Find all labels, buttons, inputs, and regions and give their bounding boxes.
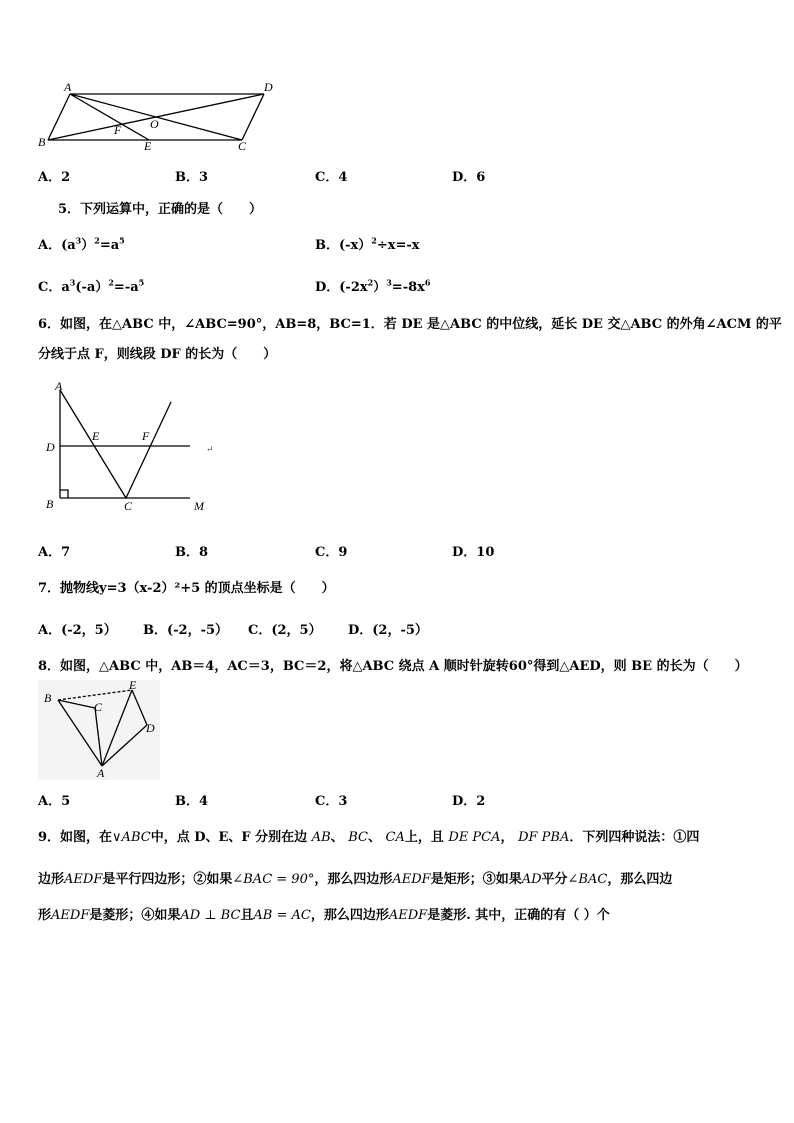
q6-label-f: F: [142, 429, 150, 443]
q4-option-d: D．6: [452, 170, 486, 185]
q4-figure: [36, 78, 286, 158]
q4-option-b: B．3: [175, 170, 209, 185]
q5-option-a: A．$(a^3)^2=a^5$: [38, 235, 125, 253]
q6-label-c: C: [124, 499, 133, 513]
q4-label-e: E: [144, 139, 152, 153]
q9-stem-line2: 边形AEDF是平行四边形；②如果∠BAC = 90°，那么四边形AEDF是矩形；③如果AD平分∠BAC，那么四边: [38, 872, 673, 887]
q8-figure: [38, 680, 160, 780]
q6-figure: [38, 378, 228, 518]
q6-option-a: A．7: [38, 545, 71, 560]
q7-option-d: D．(2，-5）: [348, 623, 428, 638]
q6-label-a: A: [55, 379, 63, 393]
q6-stem-line1: 6．如图，在△ABC 中，∠ABC=90°，AB=8，BC=1．若 DE 是△ABC 的中位线，延长 DE 交△ABC 的外角∠ACM 的平: [38, 317, 782, 332]
q7-option-a: A．(-2，5）: [38, 623, 117, 638]
q7-option-c: C．(2，5）: [248, 623, 322, 638]
q8-label-a: A: [97, 766, 105, 780]
q4-label-a: A: [64, 80, 72, 94]
q6-label-m: M: [194, 499, 204, 513]
q4-option-c: C．4: [315, 170, 348, 185]
q9-stem-line3: 形AEDF是菱形；④如果AD ⊥ BC且AB = AC，那么四边形AEDF是菱形. 其中，正确的有（ ）个: [38, 908, 610, 923]
q8-option-a: A．5: [38, 794, 71, 809]
q5-option-d: D．$(-2x^2)^3=-8x^6$: [315, 277, 431, 295]
q8-option-d: D．2: [452, 794, 486, 809]
q5-option-c: C．$a^3(-a)^2=-a^5$: [38, 277, 145, 295]
q8-label-b: B: [44, 691, 52, 705]
q7-option-b: B．(-2，-5）: [143, 623, 229, 638]
q4-label-o: O: [150, 117, 159, 131]
q6-option-d: D．10: [452, 545, 495, 560]
q6-option-c: C．9: [315, 545, 348, 560]
q4-label-b: B: [38, 135, 46, 149]
q6-label-d: D: [46, 440, 55, 454]
q8-label-e: E: [129, 680, 137, 692]
q8-label-c: C: [94, 700, 103, 714]
q5-stem: 5．下列运算中，正确的是（ ）: [58, 202, 263, 217]
q6-label-e: E: [92, 429, 100, 443]
q7-stem: 7．抛物线y=3（x-2）²+5 的顶点坐标是（ ）: [38, 581, 335, 596]
q6-label-b: B: [46, 497, 54, 511]
q5-option-b: B．(-x）$^2$÷x=-x: [315, 235, 420, 253]
q6-return-mark: ↵: [206, 445, 214, 455]
q6-stem-line2: 分线于点 F，则线段 DF 的长为（ ）: [38, 347, 277, 362]
q4-label-f: F: [114, 123, 122, 137]
q8-stem: 8．如图，△ABC 中，AB＝4，AC＝3，BC＝2，将△ABC 绕点 A 顺时针旋转60°得到△AED，则 BE 的长为（ ）: [38, 659, 748, 674]
q4-option-a: A．2: [38, 170, 71, 185]
q6-option-b: B．8: [175, 545, 209, 560]
q4-label-d: D: [264, 80, 273, 94]
q8-option-b: B．4: [175, 794, 209, 809]
q8-option-c: C．3: [315, 794, 348, 809]
q9-stem-line1: 9．如图，在∨ABC中，点 D、E、F 分别在边 AB、 BC、 CA上，且 DE PCA， DF PBA．下列四种说法：①四: [38, 830, 700, 845]
q4-label-c: C: [238, 139, 247, 153]
q8-label-d: D: [146, 721, 155, 735]
